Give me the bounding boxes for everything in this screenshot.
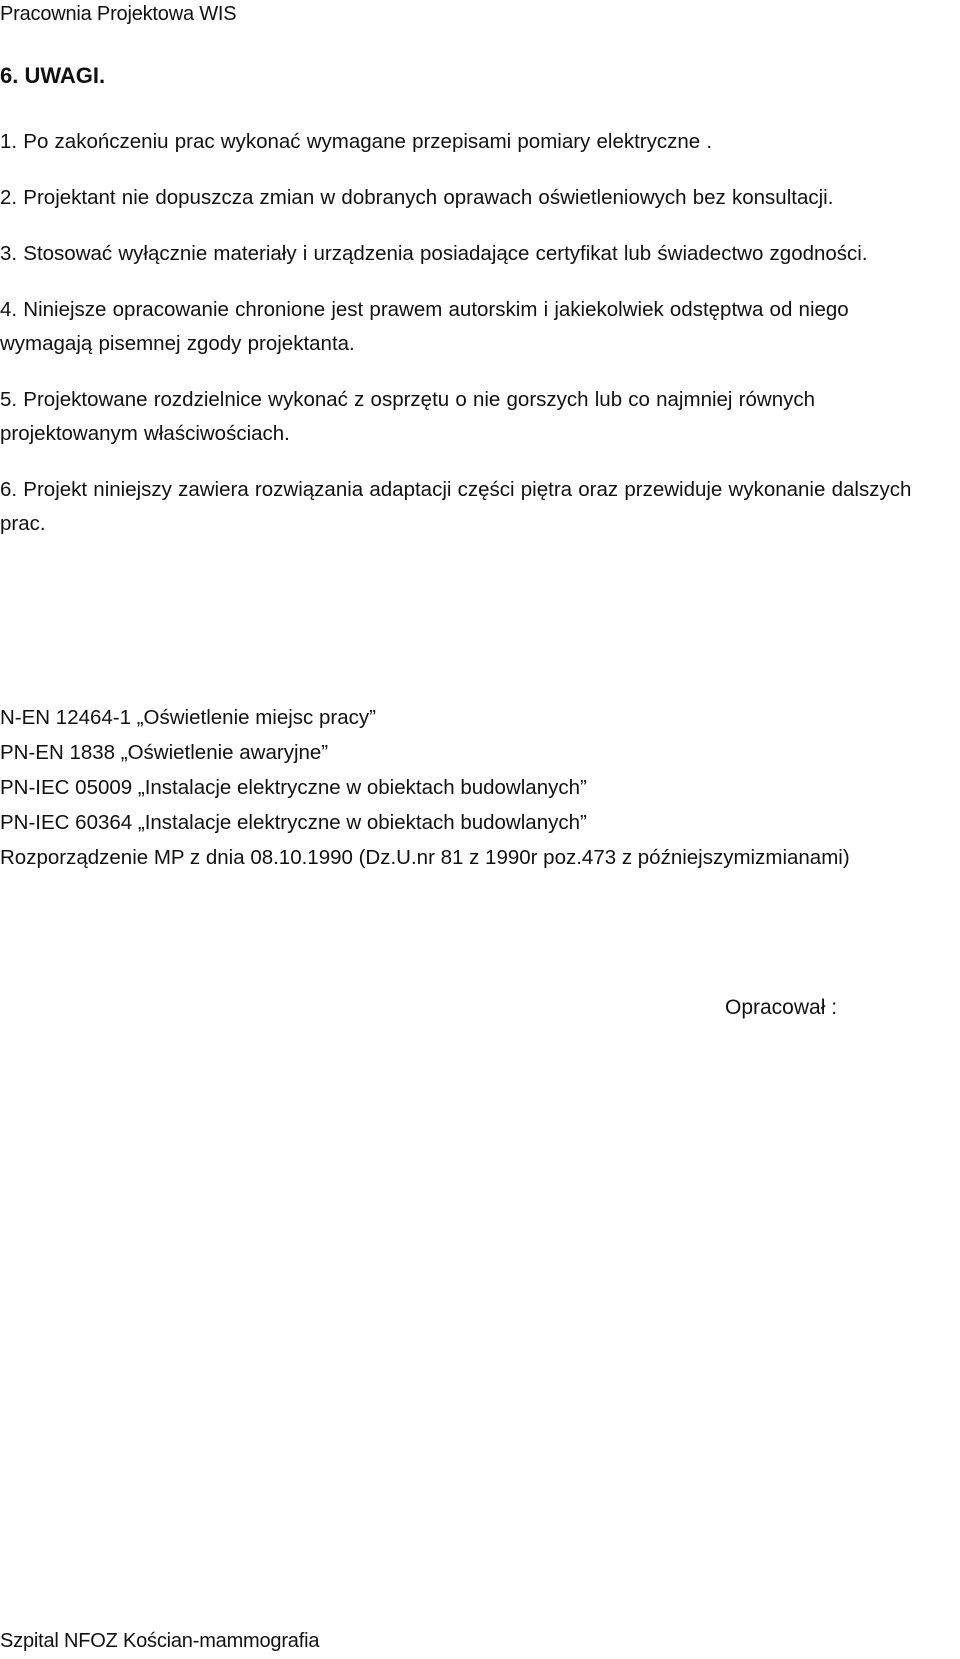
remarks-list bbox=[0, 125, 930, 563]
page-header: Pracownia Projektowa WIS bbox=[0, 3, 237, 25]
page-footer: Szpital NFOZ Kościan-mammografia bbox=[0, 1630, 320, 1652]
remark-item: 6. Projekt niniejszy zawiera rozwiązania adaptacji części piętra oraz przewiduje wykonanie dalszych prac. bbox=[0, 478, 912, 535]
prepared-by-label: Opracował : bbox=[725, 996, 838, 1019]
remark-item: 3. Stosować wyłącznie materiały i urządzenia posiadające certyfikat lub świadectwo zgodności. bbox=[0, 242, 868, 265]
section-title: 6. UWAGI. bbox=[0, 63, 106, 88]
remark-item: 1. Po zakończeniu prac wykonać wymagane przepisami pomiary elektryczne . bbox=[0, 130, 713, 153]
standard-item: PN-IEC 05009 „Instalacje elektryczne w obiektach budowlanych” bbox=[0, 776, 587, 799]
standard-item: N-EN 12464-1 „Oświetlenie miejsc pracy” bbox=[0, 706, 376, 729]
remark-item: 4. Niniejsze opracowanie chronione jest prawem autorskim i jakiekolwiek odstęptwa od niego wymagają pisemnej zgody projektanta. bbox=[0, 298, 849, 355]
standard-item: Rozporządzenie MP z dnia 08.10.1990 (Dz.U.nr 81 z 1990r poz.473 z późniejszymizmianami) bbox=[0, 846, 850, 869]
standards-list bbox=[0, 700, 960, 875]
standard-item: PN-EN 1838 „Oświetlenie awaryjne” bbox=[0, 741, 329, 764]
standard-item: PN-IEC 60364 „Instalacje elektryczne w obiektach budowlanych” bbox=[0, 811, 587, 834]
remark-item: 5. Projektowane rozdzielnice wykonać z osprzętu o nie gorszych lub co najmniej równych projektowanym właściwościach. bbox=[0, 388, 816, 445]
remark-item: 2. Projektant nie dopuszcza zmian w dobranych oprawach oświetleniowych bez konsultacji. bbox=[0, 186, 834, 209]
